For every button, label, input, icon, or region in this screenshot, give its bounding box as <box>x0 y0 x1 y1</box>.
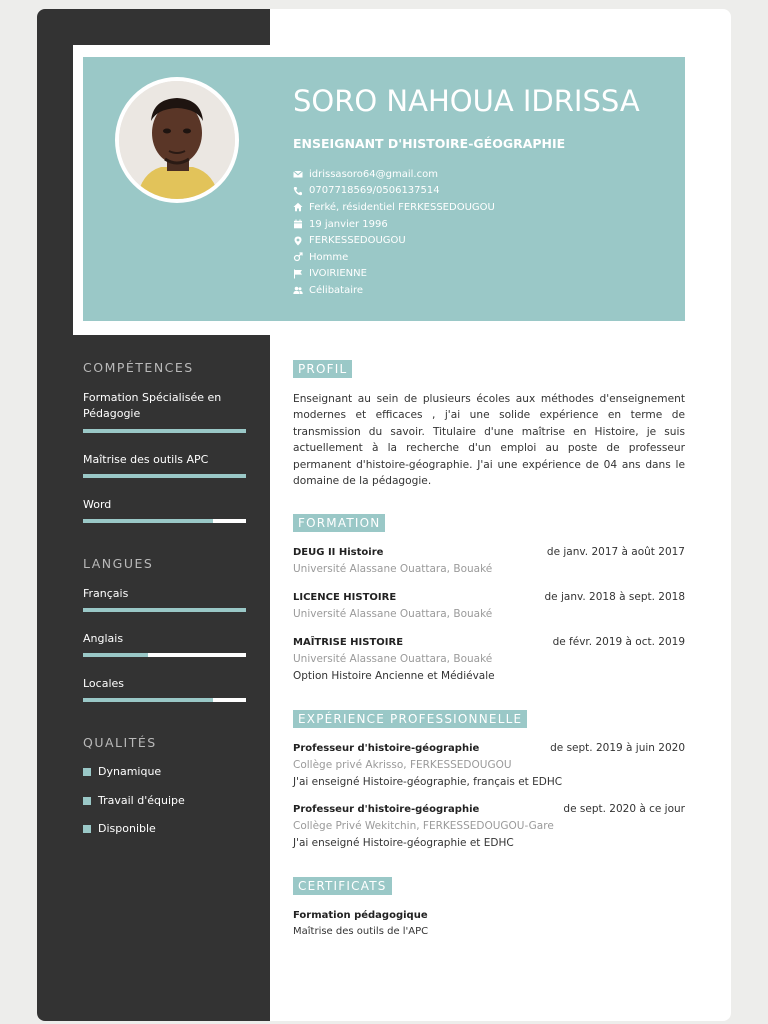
bullet-square-icon <box>83 797 91 805</box>
formation-date: de janv. 2018 à sept. 2018 <box>544 591 685 603</box>
quality-item: Disponible <box>83 822 156 835</box>
contact-address: Ferké, résidentiel FERKESSEDOUGOU <box>293 199 495 216</box>
skills-heading: COMPÉTENCES <box>83 360 194 375</box>
flag-icon <box>293 269 309 279</box>
profile-text: Enseignant au sein de plusieurs écoles aux méthodes d'enseignement modernes et efficaces , j'ai une solide expérience en terme de transmission du savoir. Titulaire d'une maîtrise en Histoire, je suis actuellement à la recherche d'un emploi au poste de professeur permanent d'histoire-géographie. J'ai une expérience de 04 ans dans le domaine de la pédagogie. <box>293 393 685 488</box>
contact-nationality: IVOIRIENNE <box>293 266 495 283</box>
certificate-title: Formation pédagogique <box>293 910 428 921</box>
skill-bar <box>83 429 246 433</box>
phone-icon <box>293 186 309 196</box>
contact-phone: 0707718569/0506137514 <box>293 183 495 200</box>
quality-item: Dynamique <box>83 765 161 778</box>
formation-place: Université Alassane Ouattara, Bouaké <box>293 653 493 665</box>
formation-date: de févr. 2019 à oct. 2019 <box>552 636 685 648</box>
avatar <box>119 81 235 199</box>
experience-date: de sept. 2020 à ce jour <box>563 803 685 815</box>
formation-desc: Option Histoire Ancienne et Médiévale <box>293 670 495 682</box>
experience-heading: EXPÉRIENCE PROFESSIONNELLE <box>293 710 527 728</box>
language-bar <box>83 653 246 657</box>
skill-bar <box>83 519 246 523</box>
formation-place: Université Alassane Ouattara, Bouaké <box>293 608 493 620</box>
formation-place: Université Alassane Ouattara, Bouaké <box>293 563 493 575</box>
language-bar <box>83 698 246 702</box>
experience-title: Professeur d'histoire-géographie <box>293 743 480 754</box>
skill-label: Formation Spécialisée en Pédagogie <box>83 391 222 420</box>
envelope-icon <box>293 169 309 179</box>
contact-marital-status: Célibataire <box>293 282 495 299</box>
users-icon <box>293 285 309 295</box>
skill-label: Word <box>83 498 112 511</box>
job-title: ENSEIGNANT D'HISTOIRE-GÉOGRAPHIE <box>293 136 566 151</box>
language-bar <box>83 608 246 612</box>
map-pin-icon <box>293 236 309 246</box>
formation-heading: FORMATION <box>293 514 385 532</box>
contact-location: FERKESSEDOUGOU <box>293 232 495 249</box>
skill-label: Maîtrise des outils APC <box>83 453 209 466</box>
contact-list <box>293 166 495 299</box>
language-label: Locales <box>83 677 125 690</box>
skill-bar <box>83 474 246 478</box>
formation-title: DEUG II Histoire <box>293 547 384 558</box>
quality-item: Travail d'équipe <box>83 794 185 807</box>
home-icon <box>293 202 309 212</box>
languages-heading: LANGUES <box>83 556 154 571</box>
experience-place: Collège Privé Wekitchin, FERKESSEDOUGOU-Gare <box>293 820 554 832</box>
formation-title: MAÎTRISE HISTOIRE <box>293 637 404 648</box>
certificates-heading: CERTIFICATS <box>293 877 392 895</box>
bullet-square-icon <box>83 768 91 776</box>
contact-email: idrissasoro64@gmail.com <box>293 166 495 183</box>
language-label: Anglais <box>83 632 124 645</box>
formation-title: LICENCE HISTOIRE <box>293 592 397 603</box>
experience-date: de sept. 2019 à juin 2020 <box>550 742 685 754</box>
profile-photo <box>115 77 239 203</box>
experience-place: Collège privé Akrisso, FERKESSEDOUGOU <box>293 759 512 771</box>
gender-icon <box>293 252 309 262</box>
formation-date: de janv. 2017 à août 2017 <box>546 546 685 558</box>
cv-page <box>37 9 731 1021</box>
contact-gender: Homme <box>293 249 495 266</box>
bullet-square-icon <box>83 825 91 833</box>
profile-heading: PROFIL <box>293 360 352 378</box>
candidate-name: SORO NAHOUA IDRISSA <box>293 84 640 118</box>
contact-birthdate: 19 janvier 1996 <box>293 216 495 233</box>
certificate-desc: Maîtrise des outils de l'APC <box>293 926 429 937</box>
calendar-icon <box>293 219 309 229</box>
qualities-heading: QUALITÉS <box>83 735 157 750</box>
language-label: Français <box>83 587 129 600</box>
experience-title: Professeur d'histoire-géographie <box>293 804 480 815</box>
experience-desc: J'ai enseigné Histoire-géographie et EDHC <box>293 837 514 849</box>
experience-desc: J'ai enseigné Histoire-géographie, français et EDHC <box>293 776 563 788</box>
